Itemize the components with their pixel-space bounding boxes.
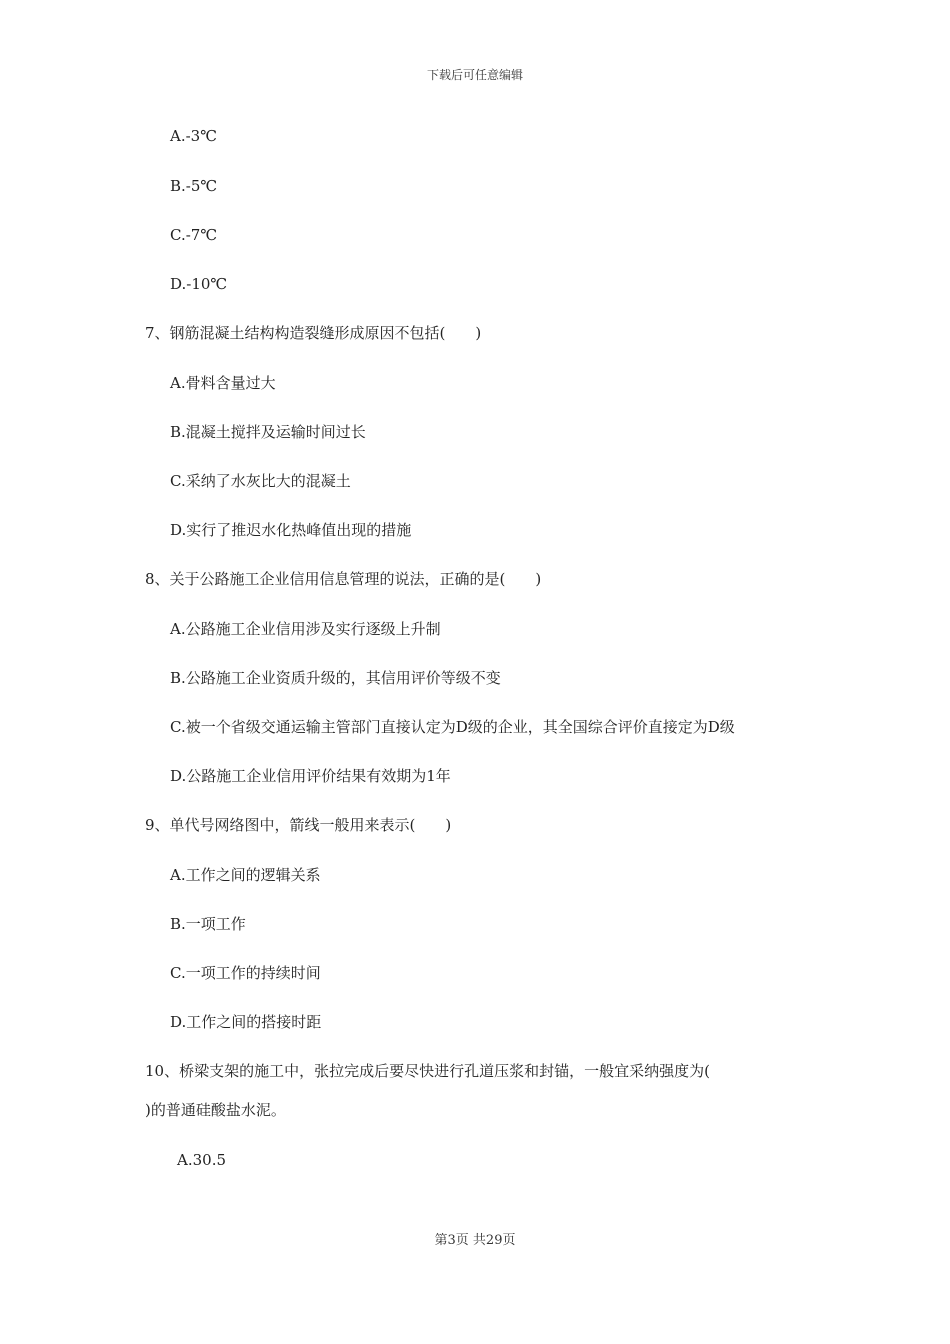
page-header: 下载后可任意编辑 xyxy=(426,68,523,82)
option-8b: B.公路施工企业资质升级的，其信用评价等级不变 xyxy=(170,669,501,687)
option-6a: A.-3℃ xyxy=(170,127,217,145)
option-9b: B.一项工作 xyxy=(170,915,246,933)
option-6c: C.-7℃ xyxy=(170,226,218,244)
option-7a: A.骨料含量过大 xyxy=(170,374,276,392)
page-footer: 第3页 共29页 xyxy=(434,1233,516,1248)
option-7b: B.混凝土搅拌及运输时间过长 xyxy=(170,423,366,441)
option-7d: D.实行了推迟水化热峰值出现的措施 xyxy=(170,521,412,539)
option-7c: C.采纳了水灰比大的混凝土 xyxy=(170,472,351,490)
question-8-stem: 8、关于公路施工企业信用信息管理的说法，正确的是( ) xyxy=(145,570,542,588)
question-7-stem: 7、钢筋混凝土结构构造裂缝形成原因不包括( ) xyxy=(145,324,482,342)
option-6d: D.-10℃ xyxy=(170,275,228,293)
option-8c: C.被一个省级交通运输主管部门直接认定为D级的企业，其全国综合评价直接定为D级 xyxy=(170,718,735,736)
question-10-stem-line1: 10、桥梁支架的施工中，张拉完成后要尽快进行孔道压浆和封锚，一般宜采纳强度为( xyxy=(145,1062,710,1080)
question-9-stem: 9、单代号网络图中，箭线一般用来表示( ) xyxy=(145,816,452,834)
option-8a: A.公路施工企业信用涉及实行逐级上升制 xyxy=(170,620,441,638)
option-6b: B.-5℃ xyxy=(170,177,218,195)
question-10-stem-line2: )的普通硅酸盐水泥。 xyxy=(145,1101,286,1119)
option-8d: D.公路施工企业信用评价结果有效期为1年 xyxy=(170,767,451,785)
option-9d: D.工作之间的搭接时距 xyxy=(170,1013,322,1031)
option-9c: C.一项工作的持续时间 xyxy=(170,964,321,982)
option-9a: A.工作之间的逻辑关系 xyxy=(170,866,321,884)
option-10a: A.30.5 xyxy=(177,1151,226,1169)
